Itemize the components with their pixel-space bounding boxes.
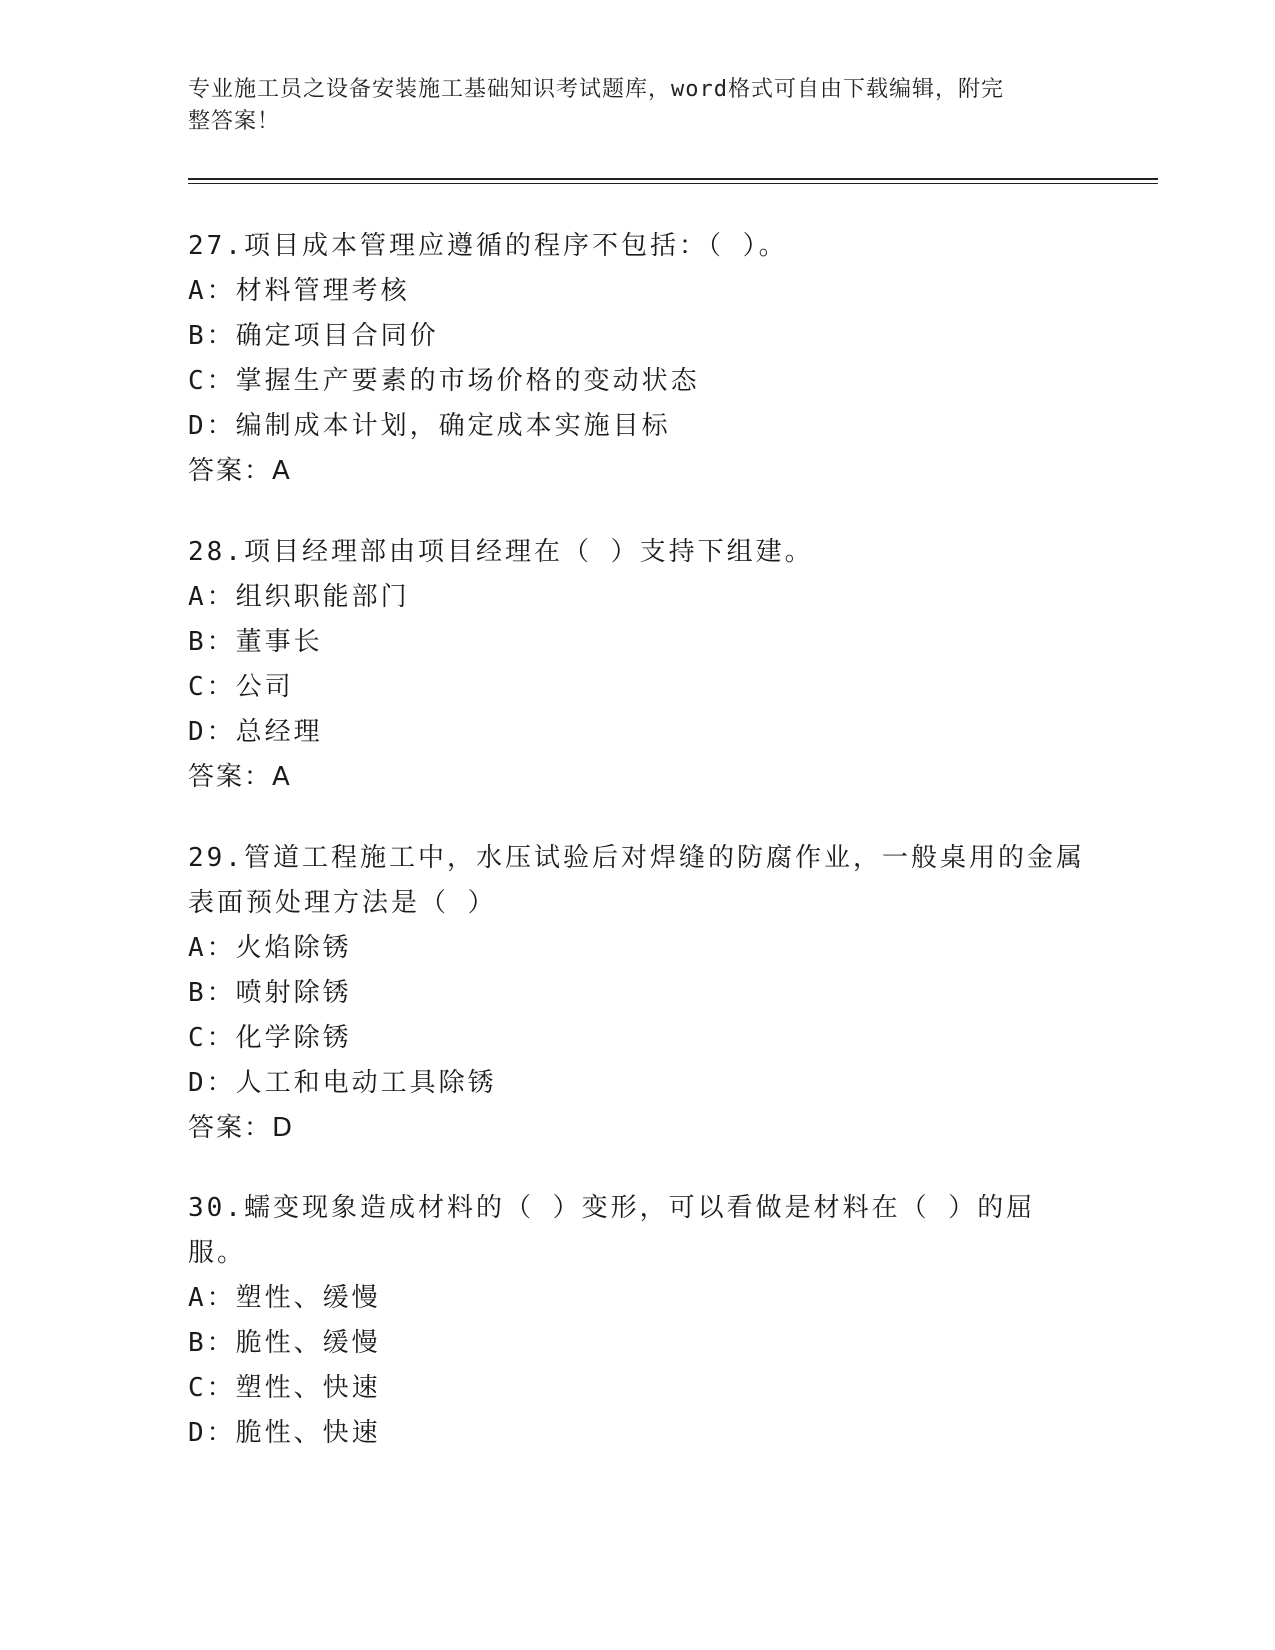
option-d: D：编制成本计划，确定成本实施目标 bbox=[188, 411, 671, 441]
option-c: C：掌握生产要素的市场价格的变动状态 bbox=[188, 366, 700, 396]
option-b: B：喷射除锈 bbox=[188, 978, 352, 1008]
option-a: A：火焰除锈 bbox=[188, 933, 352, 963]
question-stem: 29.管道工程施工中，水压试验后对焊缝的防腐作业，一般桌用的金属 bbox=[188, 843, 1085, 873]
question-28 bbox=[188, 530, 1088, 800]
option-a: A：组织职能部门 bbox=[188, 582, 410, 612]
option-c: C：塑性、快速 bbox=[188, 1373, 381, 1403]
answer: 答案：A bbox=[188, 456, 292, 486]
option-c: C：公司 bbox=[188, 672, 294, 702]
header-title-line2: 整答案！ bbox=[188, 109, 281, 134]
answer: 答案：A bbox=[188, 762, 292, 792]
question-stem: 27.项目成本管理应遵循的程序不包括：（ ）。 bbox=[188, 231, 788, 261]
option-d: D：总经理 bbox=[188, 717, 323, 747]
option-b: B：脆性、缓慢 bbox=[188, 1328, 381, 1358]
answer: 答案：D bbox=[188, 1113, 295, 1143]
question-stem: 28.项目经理部由项目经理在（ ）支持下组建。 bbox=[188, 537, 814, 567]
question-30 bbox=[188, 1186, 1088, 1456]
option-d: D：人工和电动工具除锈 bbox=[188, 1068, 497, 1098]
header-title-line1: 专业施工员之设备安装施工基础知识考试题库，word格式可自由下载编辑，附完 bbox=[188, 77, 1004, 102]
option-b: B：董事长 bbox=[188, 627, 323, 657]
header-divider-thick bbox=[188, 178, 1158, 180]
option-d: D：脆性、快速 bbox=[188, 1418, 381, 1448]
option-b: B：确定项目合同价 bbox=[188, 321, 439, 351]
question-stem: 30.蠕变现象造成材料的（ ）变形，可以看做是材料在（ ）的屈服。 bbox=[188, 1193, 1036, 1268]
option-a: A：材料管理考核 bbox=[188, 276, 410, 306]
option-c: C：化学除锈 bbox=[188, 1023, 352, 1053]
document-header bbox=[188, 74, 1068, 138]
question-stem-continued: 表面预处理方法是（ ） bbox=[188, 888, 497, 918]
header-divider-thin bbox=[188, 183, 1158, 184]
option-a: A：塑性、缓慢 bbox=[188, 1283, 381, 1313]
question-29 bbox=[188, 836, 1088, 1151]
question-27 bbox=[188, 224, 1088, 494]
